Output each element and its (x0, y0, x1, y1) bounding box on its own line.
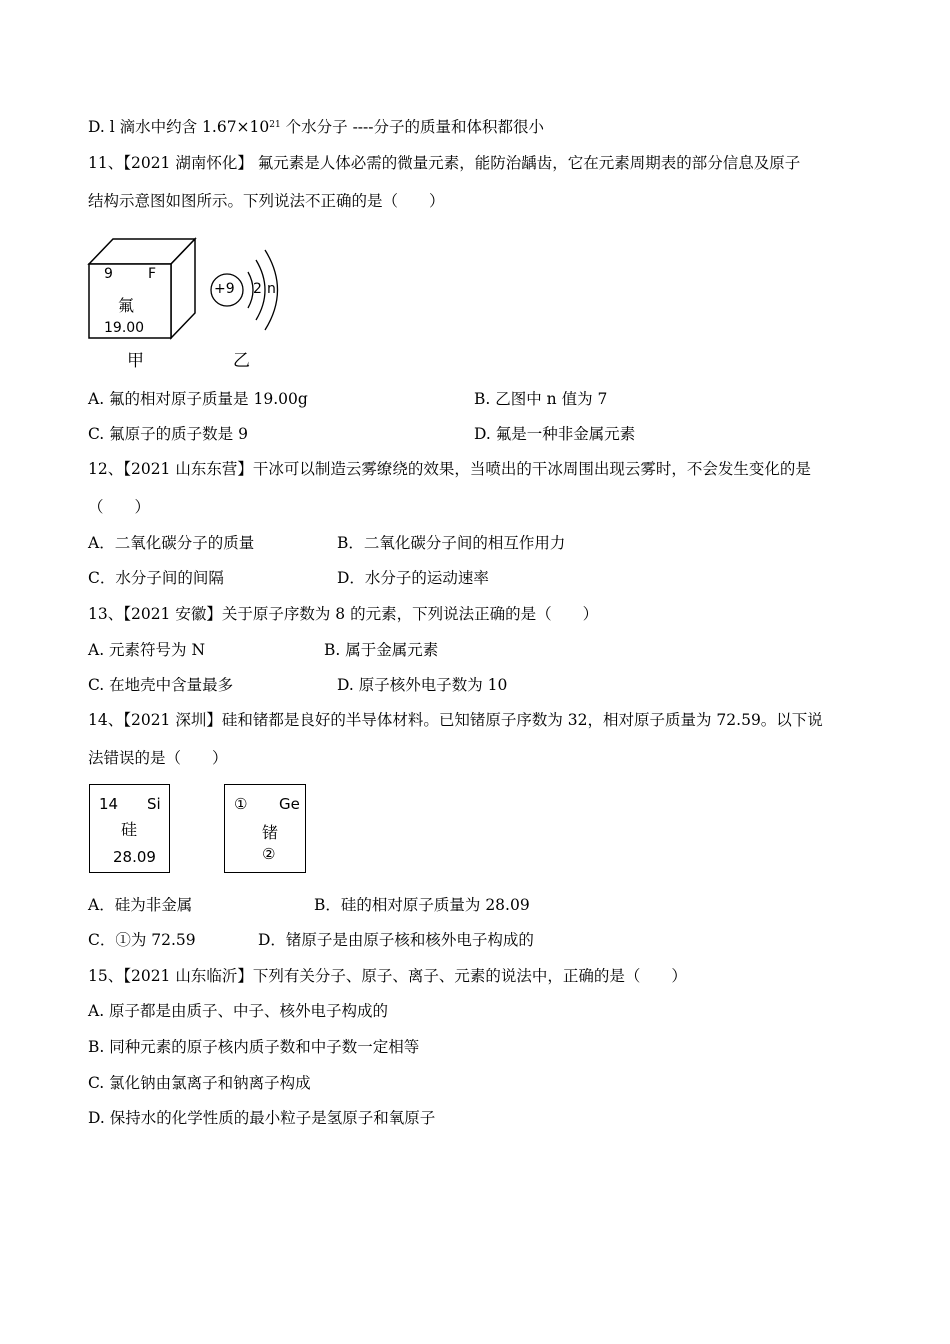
q15-stem: 15、【2021 山东临沂】下列有关分子、原子、离子、元素的说法中，正确的是（ ） (88, 967, 687, 985)
figure-caption-yi: 乙 (233, 351, 250, 371)
fluorine-symbol: F (148, 266, 157, 282)
q15-option-d: D. 保持水的化学性质的最小粒子是氢原子和氧原子 (88, 1109, 436, 1127)
q11-option-b: B. 乙图中 n 值为 7 (474, 390, 608, 408)
figure-caption-jia: 甲 (127, 351, 144, 371)
shell-2-electrons: n (267, 281, 276, 297)
q14-option-c: C．①为 72.59 (88, 931, 196, 949)
q10-option-d: D. l 滴水中约含 $1.67\times 10^{21}$ 个水分子 ----分子的质量和体积都很小 (88, 118, 545, 136)
silicon-atomic-number: 14 (99, 795, 119, 813)
q12-option-c: C．水分子间的间隔 (88, 569, 224, 587)
q15-option-c: C. 氯化钠由氯离子和钠离子构成 (88, 1074, 311, 1092)
q14-option-b: B．硅的相对原子质量为 28.09 (314, 896, 530, 914)
silicon-element-tile (89, 784, 170, 873)
germanium-atomic-mass-blank: ② (262, 845, 276, 863)
shell-1-electrons: 2 (253, 281, 262, 297)
germanium-atomic-number-blank: ① (234, 795, 248, 813)
q14-option-a: A．硅为非金属 (88, 896, 193, 914)
germanium-element-tile (224, 784, 306, 873)
q11-option-a: A. 氟的相对原子质量是 19.00g (88, 390, 308, 408)
germanium-name: 锗 (262, 823, 279, 842)
q12-option-a: A．二氧化碳分子的质量 (88, 534, 255, 552)
q11-stem-line2: 结构示意图如图所示。下列说法不正确的是（ ） (88, 192, 445, 210)
silicon-atomic-mass: 28.09 (113, 848, 156, 866)
q12-option-b: B．二氧化碳分子间的相互作用力 (337, 534, 566, 552)
fluorine-name: 氟 (118, 296, 135, 315)
fluorine-atomic-number: 9 (104, 266, 113, 282)
q11-option-c: C. 氟原子的质子数是 9 (88, 425, 248, 443)
q13-option-a: A. 元素符号为 N (88, 641, 206, 659)
q14-stem-line2: 法错误的是（ ） (88, 749, 228, 767)
q14-option-d: D．锗原子是由原子核和核外电子构成的 (258, 931, 534, 949)
q15-option-b: B. 同种元素的原子核内质子数和中子数一定相等 (88, 1038, 420, 1056)
fluorine-atomic-mass: 19.00 (104, 320, 145, 336)
q11-stem-line1: 11、【2021 湖南怀化】 氟元素是人体必需的微量元素，能防治龋齿，它在元素周期表的部分信息及原子 (88, 154, 801, 172)
nucleus-charge: +9 (214, 281, 235, 297)
q13-stem: 13、【2021 安徽】关于原子序数为 8 的元素，下列说法正确的是（ ） (88, 605, 599, 623)
q11-option-d: D. 氟是一种非金属元素 (474, 425, 636, 443)
q14-stem-line1: 14、【2021 深圳】硅和锗都是良好的半导体材料。已知锗原子序数为 32，相对原子质量为 72.59。以下说 (88, 711, 823, 729)
q12-stem-line1: 12、【2021 山东东营】干冰可以制造云雾缭绕的效果，当喷出的干冰周围出现云雾时，不会发生变化的是 (88, 460, 811, 478)
q12-option-d: D．水分子的运动速率 (337, 569, 489, 587)
germanium-symbol: Ge (279, 795, 300, 813)
q15-option-a: A. 原子都是由质子、中子、核外电子构成的 (88, 1002, 389, 1020)
q12-stem-line2: （ ） (88, 498, 151, 516)
silicon-name: 硅 (121, 820, 138, 839)
q13-option-d: D. 原子核外电子数为 10 (337, 676, 508, 694)
silicon-symbol: Si (147, 795, 161, 813)
q13-option-b: B. 属于金属元素 (324, 641, 439, 659)
q13-option-c: C. 在地壳中含量最多 (88, 676, 234, 694)
